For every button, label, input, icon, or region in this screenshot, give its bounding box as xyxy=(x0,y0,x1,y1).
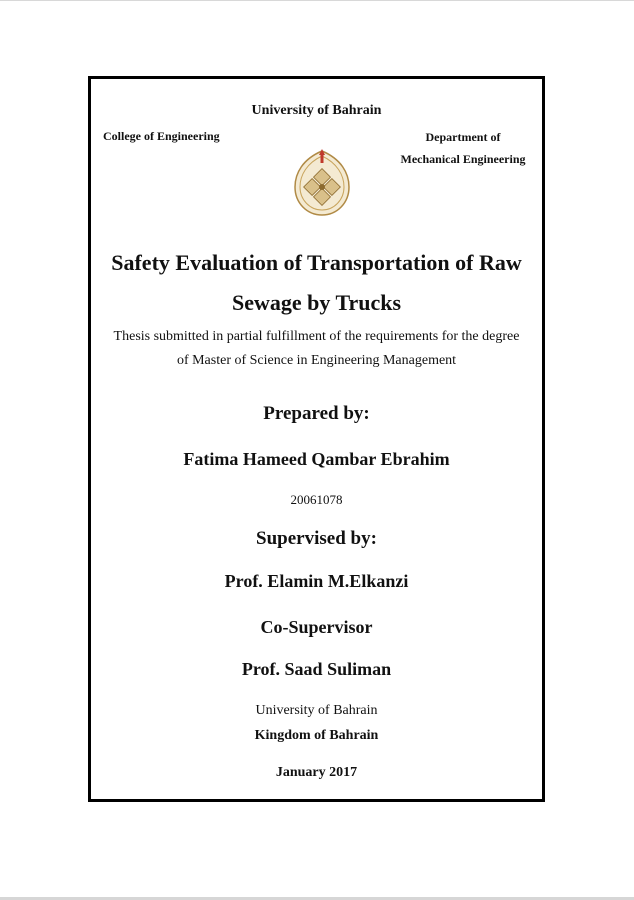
college-label: College of Engineering xyxy=(103,129,220,143)
cover-frame xyxy=(88,76,545,802)
student-id: 20061078 xyxy=(290,492,343,507)
thesis-title-line1: Safety Evaluation of Transportation of Raw xyxy=(111,250,522,275)
co-supervisor-label: Co-Supervisor xyxy=(260,617,373,637)
university-seal-icon xyxy=(291,149,353,217)
supervisor-name: Prof. Elamin M.Elkanzi xyxy=(224,571,409,591)
thesis-title xyxy=(91,243,542,323)
university-heading: University of Bahrain xyxy=(251,103,382,118)
thesis-title-line2: Sewage by Trucks xyxy=(231,290,402,315)
footer-university: University of Bahrain xyxy=(255,703,378,718)
page-top-rule xyxy=(0,0,634,1)
department-line2: Mechanical Engineering xyxy=(400,152,526,166)
prepared-by-label: Prepared by: xyxy=(263,403,370,424)
footer-kingdom: Kingdom of Bahrain xyxy=(254,728,379,743)
submission-date: January 2017 xyxy=(275,765,358,780)
department-line1: Department of xyxy=(425,130,501,144)
thesis-subtitle-line1: Thesis submitted in partial fulfillment of the requirements for the degree xyxy=(113,329,520,344)
co-supervisor-name: Prof. Saad Suliman xyxy=(241,659,392,679)
thesis-subtitle xyxy=(91,325,542,373)
supervised-by-label: Supervised by: xyxy=(256,528,377,549)
author-name: Fatima Hameed Qambar Ebrahim xyxy=(183,449,450,469)
department-label xyxy=(383,126,543,170)
thesis-subtitle-line2: of Master of Science in Engineering Management xyxy=(176,353,457,368)
